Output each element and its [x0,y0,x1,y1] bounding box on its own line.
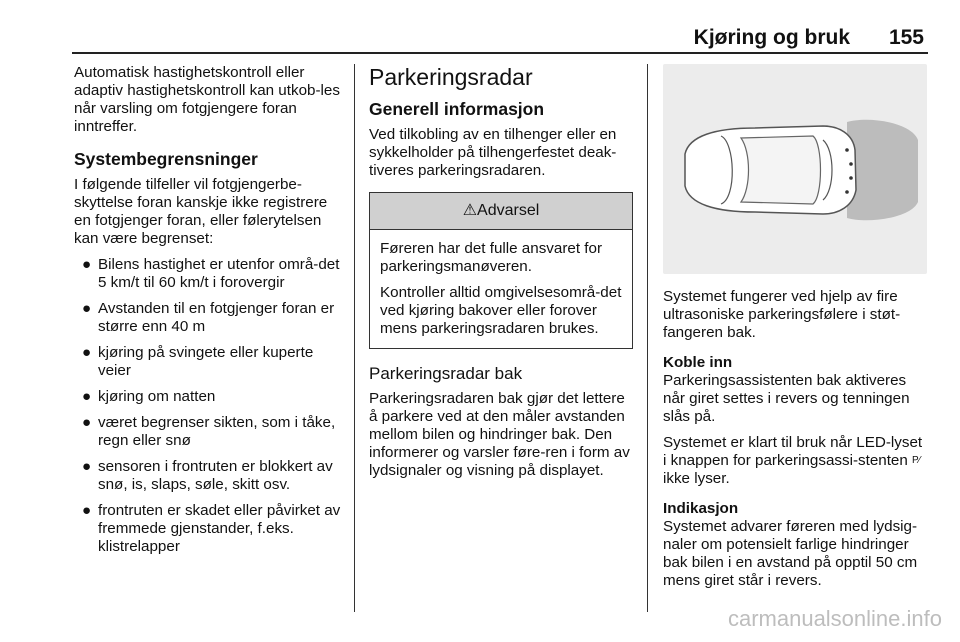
column-divider-1 [354,64,355,612]
indication-paragraph: Systemet advarer føreren med lydsig-naler om potensielt farlige hindringer bak bilen i en avstand på opptil 50 cm mens giret står i revers. [663,518,918,589]
header-rule [72,52,928,54]
car-sensor-illustration [663,64,927,274]
warning-box [369,192,633,349]
bullet-icon: ● [82,458,92,475]
heading-koble-inn: Koble inn [663,354,733,371]
bullet-icon: ● [82,256,92,273]
sensor-dot [849,162,853,166]
list-item: ● sensoren i frontruten er blokkert av snø, is, slaps, søle, skitt osv. [82,458,333,493]
warning-header [370,193,632,230]
warning-triangle-icon: ⚠ [462,202,478,219]
sensor-dot [845,190,849,194]
activation-paragraph: Parkeringsassistenten bak aktiveres når giret settes i revers og tenningen slås på. [663,372,910,425]
list-item: ● Avstanden til en fotgjenger foran er større enn 40 m [82,300,335,335]
limitations-paragraph: I følgende tilfeller vil fotgjengerbe-skyttelse foran kanskje ikke registrere en fotgjenger foran, eller følerytelsen kan være begrenset: [74,176,328,247]
heading-systembegrensninger: Systembegrensninger [74,149,258,169]
list-item: ● kjøring på svingete eller kuperte veier [82,344,314,379]
rear-radar-paragraph: Parkeringsradaren bak gjør det lettere å parkere ved at den måler avstanden mellom bilen og hindringer bak. Den informerer og varsler føre-ren i form av lydsignaler og visning på displayet. [369,390,630,479]
bullet-icon: ● [82,388,92,405]
column-divider-2 [647,64,648,612]
heading-generell-informasjon: Generell informasjon [369,99,545,119]
section-title: Kjøring og bruk [693,26,850,49]
warning-title: Advarsel [477,202,540,219]
column-3 [663,64,927,602]
bullet-icon: ● [82,502,92,519]
parking-assist-button-icon: P⁄ [912,455,921,466]
warning-paragraph-2: Kontroller alltid omgivelsesområ-det ved kjøring bakover eller forover mens parkeringsradaren brukes. [380,284,622,337]
heading-indikasjon: Indikasjon [663,500,739,517]
list-item: ● frontruten er skadet eller påvirket av fremmede gjenstander, f.eks. klistrelapper [82,502,341,555]
title-parkeringsradar: Parkeringsradar [369,64,533,90]
list-item: ● Bilens hastighet er utenfor områ-det 5 km/t til 60 km/t i forovergir [82,256,340,291]
warning-body [370,230,632,348]
limitations-list [74,256,346,556]
bullet-icon: ● [82,300,92,317]
column-1 [74,64,346,564]
page-header [72,26,928,48]
list-item: ● været begrenser sikten, som i tåke, regn eller snø [82,414,336,449]
bullet-icon: ● [82,414,92,431]
warning-paragraph-1: Føreren har det fulle ansvaret for parkeringsmanøveren. [380,240,603,275]
column-2 [369,64,633,492]
bullet-icon: ● [82,344,92,361]
intro-paragraph: Automatisk hastighetskontroll eller adaptiv hastighetskontroll kan utkob-les når varsling om fotgjengere foran inntreffer. [74,64,340,135]
roof-shape [741,136,821,204]
list-item: ● kjøring om natten [82,388,216,405]
sensor-dot [845,148,849,152]
heading-parkeringsradar-bak: Parkeringsradar bak [369,364,523,383]
sensor-zone-shape [847,120,918,221]
figure-caption: Systemet fungerer ved hjelp av fire ultrasoniske parkeringsfølere i støt-fangeren bak. [663,288,901,341]
page-number: 155 [888,26,924,49]
led-paragraph: Systemet er klart til bruk når LED-lyset i knappen for parkeringsassi-stenten P⁄ ikke lyser. [663,434,923,487]
general-info-paragraph: Ved tilkobling av en tilhenger eller en sykkelholder på tilhengerfestet deak-tiveres parkeringsradaren. [369,126,617,179]
watermark-logo: carmanualsonline.info [727,606,942,631]
sensor-dot [849,176,853,180]
car-top-view-icon [663,64,927,274]
